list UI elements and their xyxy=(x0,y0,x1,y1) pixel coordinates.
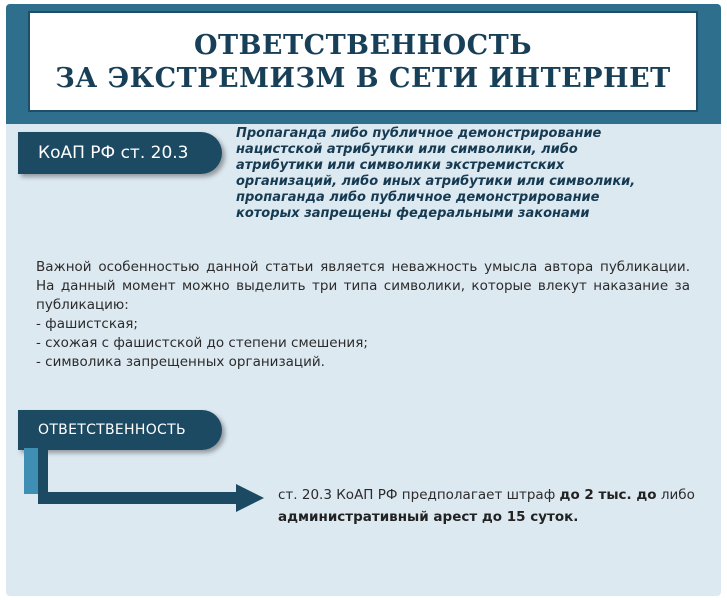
arrest-term: административный арест до 15 суток. xyxy=(278,509,579,525)
quote-line: пропаганда либо публичное демонстрирование xyxy=(236,190,600,205)
explanation-paragraph: Важной особенностью данной статьи является неважность умысла автора публикации. На данный момент можно выделить три типа символики, которые влекут наказание за публикацию: xyxy=(36,259,690,313)
responsibility-label: ОТВЕТСТВЕННОСТЬ xyxy=(38,422,186,438)
quote-line: Пропаганда либо публичное демонстрирование xyxy=(236,126,602,141)
list-item: - символика запрещенных организаций. xyxy=(36,354,325,370)
right-arrow-icon xyxy=(18,448,268,528)
list-item: - фашистская; xyxy=(36,316,138,332)
quote-line: которых запрещены федеральными законами xyxy=(236,206,590,221)
result-text-part: ст. 20.3 КоАП РФ предполагает штраф xyxy=(278,487,560,503)
article-quote xyxy=(236,126,706,222)
quote-line: организаций, либо иных атрибутики или символики, xyxy=(236,174,636,189)
fine-amount: до 2 тыс. до xyxy=(559,487,657,503)
symbol-types-list xyxy=(36,315,690,372)
explanation-block xyxy=(36,258,690,372)
page-title-line-2: ЗА ЭКСТРЕМИЗМ В СЕТИ ИНТЕРНЕТ xyxy=(55,62,671,94)
list-item: - схожая с фашистской до степени смешения; xyxy=(36,335,368,351)
result-text-part: либо xyxy=(656,487,695,503)
arrow-head xyxy=(236,484,264,512)
page-title-line-1: ОТВЕТСТВЕННОСТЬ xyxy=(194,29,532,61)
responsibility-text xyxy=(278,484,698,528)
arrow-shaft xyxy=(38,492,238,504)
quote-line: атрибутики или символики экстремистских xyxy=(236,158,565,173)
article-label-badge xyxy=(18,132,222,174)
arrow-stem-dark xyxy=(38,448,48,494)
article-label: КоАП РФ ст. 20.3 xyxy=(38,143,189,163)
arrow-stem-light xyxy=(24,448,38,494)
title-box xyxy=(28,11,698,112)
responsibility-badge xyxy=(18,410,222,450)
quote-line: нацистской атрибутики или символики, либо xyxy=(236,142,578,157)
